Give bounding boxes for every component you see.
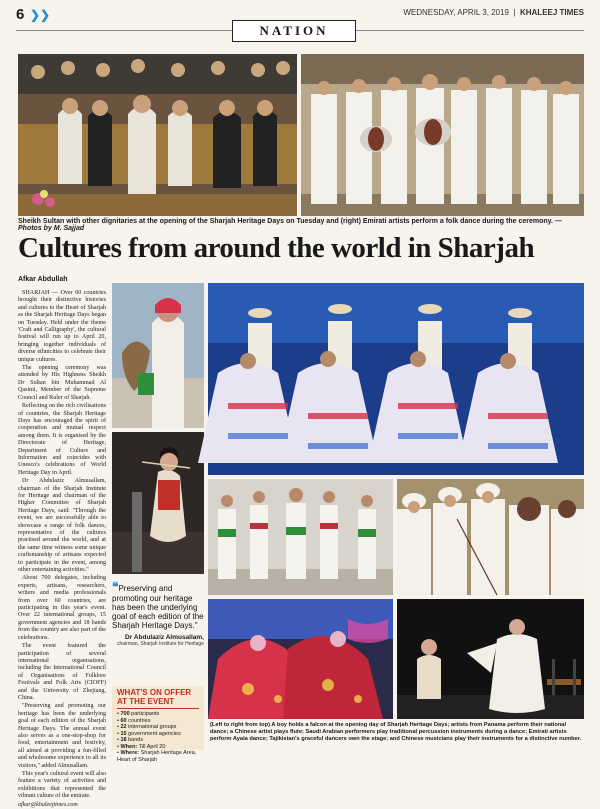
event-fact-item: • 15 government agencies xyxy=(117,730,181,737)
photo-folk-dance xyxy=(301,54,584,216)
paper-name: KHALEEJ xyxy=(519,8,558,17)
chevron-right-icon: ❯❯ xyxy=(30,8,51,22)
body-paragraph: The opening ceremony was attended by His Highness Sheikh Dr Sultan bin Muhammad Al Qasimi, Member of the Supreme Council and Ruler of Sharjah. xyxy=(18,365,106,401)
photo-tajikistan-dancers xyxy=(208,599,393,719)
event-facts-box xyxy=(112,686,204,763)
quote-marks-icon: ❝ xyxy=(112,580,119,594)
article-body xyxy=(18,290,106,808)
event-fact-item: • 60 countries xyxy=(117,717,151,724)
author-email: afkar@khaleejtimes.com xyxy=(18,801,78,808)
issue-date: WEDNESDAY, APRIL 3, 2019 xyxy=(403,8,509,17)
event-fact-item: • 18 bands xyxy=(117,737,144,743)
page-number: 6 xyxy=(16,6,25,23)
dateline: WEDNESDAY, APRIL 3, 2019 | KHALEEJ TIMES xyxy=(403,8,584,17)
event-fact-item: • 700 participants xyxy=(117,711,160,717)
quote-author-role: chairman, Sharjah Institute for Heritage xyxy=(117,641,204,647)
headline: Cultures from around the world in Sharjah xyxy=(18,232,535,264)
photo-chinese-flute xyxy=(112,432,204,574)
event-facts-title: WHAT'S ON OFFER AT THE EVENT xyxy=(117,689,199,709)
body-paragraph: Reflecting on the rich civilisations of countries, the Sharjah Heritage Days has encouraged the spirit of cooperation and mutual respect among them. It is organised by the Directorate of Heritage, Department of Culture and Information and coincides with Unesco's celebrations of World Heritage Day in April. xyxy=(18,403,106,476)
body-paragraph: About 700 delegates, including experts, artisans, researchers, writers and media professionals from over 60 countries, are participating in this year's event. Over 22 international groups, 15 government agencies and 18 bands from the country are also part of the celebrations. xyxy=(18,575,106,641)
photo-saudi-percussion xyxy=(208,479,393,595)
photo-falcon-boy xyxy=(112,283,204,428)
photo-emirati-ayala xyxy=(397,479,584,595)
top-caption-text: Sheikh Sultan with other dignitaries at the opening of the Sharjah Heritage Days on Tuesday and (right) Emirati artists perform a folk dance during the ceremony. — xyxy=(18,218,562,225)
body-paragraph: SHARJAH — Over 60 countries brought their distinctive histories and cultures to the Heart of Sharjah as the Sharjah Heritage Days began on Tuesday. Held under the theme 'Craft and Calligraphy', the cultural festival will run up to April 20, bringing together individuals of diverse ethnicities to celebrate their unique cultures. xyxy=(18,290,106,363)
photo-dignitaries xyxy=(18,54,297,216)
event-fact-item: • When: Till April 20 xyxy=(117,743,166,750)
paper-suffix: TIMES xyxy=(559,8,584,17)
body-paragraph: The event featured the participation of several international organisations, including the International Council of Organisations of Folklore Festivals and Folk Arts (CIOFF) and the University of Zhejiang, China. xyxy=(18,643,106,701)
section-label: NATION xyxy=(232,20,356,42)
pull-quote xyxy=(112,580,204,672)
quote-author: Dr Abdulaziz Almusallam, xyxy=(125,634,204,641)
body-paragraph: This year's cultural event will also feature a variety of activities and exhibitions that represented the vibrant culture of the emirate. xyxy=(18,771,106,800)
body-paragraph: "Preserving and promoting our heritage has been the underlying goal of each edition of the Sharjah Heritage Days. The annual event also serves as a one-stop-shop for food, entertainment and festivity, all aimed at providing a fun-filled and wholesome experience to all its visitors," added Almusallam. xyxy=(18,703,106,769)
event-fact-item: • 22 international groups xyxy=(117,724,177,730)
bottom-photo-caption: (Left to right from top) A boy holds a falcon at the opening day of Sharjah Heritage Days; artists from Panama perform their national dance; a Chinese artist plays flute; Saudi Arabian performers play traditional percussion instruments during a dance; Emirati artists perform Ayala dance; Tajikistan's graceful dancers own the stage; and Chinese musicians play their instruments for a distinctive number. xyxy=(210,722,582,742)
quote-text: Preserving and promoting our heritage has been the underlying goal of each edition of the Sharjah Heritage Days." xyxy=(112,584,204,630)
photo-chinese-musicians xyxy=(397,599,584,719)
top-photo-caption xyxy=(18,218,584,232)
body-paragraph: Dr Abdulaziz Almusallam, chairman of the Sharjah Institute for Heritage and chairman of the Higher Committee of Sharjah Heritage Days, said: "Through the event, we are successfully able to showcase a range of folk dances, representative of the cultures practised around the world, and at the same time witness some unique craftsmanship of artisans expected to participate in the event, among other entertaining activities." xyxy=(18,478,106,574)
event-fact-item: • Where: Sharjah Heritage Area, Heart of Sharjah xyxy=(117,750,197,763)
photo-panama-dance xyxy=(208,283,584,475)
byline: Afkar Abdullah xyxy=(18,276,68,283)
photo-credit: Photos by M. Sajjad xyxy=(18,225,85,232)
